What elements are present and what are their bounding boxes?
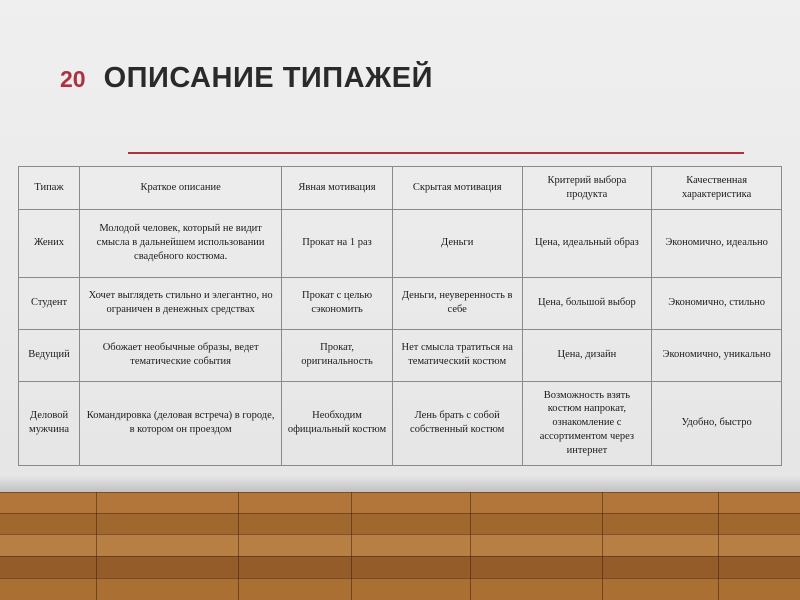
table-row (19, 329, 782, 381)
table-cell: Лень брать с собой собственный костюм (392, 381, 522, 465)
table-cell: Прокат с целью сэкономить (282, 277, 393, 329)
table-cell: Хочет выглядеть стильно и элегантно, но ограничен в денежных средствах (80, 277, 282, 329)
table-header-cell: Критерий выбора продукта (522, 167, 652, 210)
floor-plank (0, 578, 800, 600)
slide-header (60, 62, 433, 95)
table-row (19, 277, 782, 329)
table-header-cell: Краткое описание (80, 167, 282, 210)
table-row (19, 209, 782, 277)
table-cell: Молодой человек, который не видит смысла в дальнейшем использовании свадебного костюма. (80, 209, 282, 277)
table-cell: Деловой мужчина (19, 381, 80, 465)
table-header-cell: Явная мотивация (282, 167, 393, 210)
table-cell: Цена, идеальный образ (522, 209, 652, 277)
slide-number: 20 (60, 66, 86, 92)
wooden-floor-decoration (0, 492, 800, 600)
table-cell: Экономично, идеально (652, 209, 782, 277)
table-cell: Обожает необычные образы, ведет тематические события (80, 329, 282, 381)
table-cell: Возможность взять костюм напрокат, ознакомление с ассортиментом через интернет (522, 381, 652, 465)
floor-seam (351, 492, 352, 600)
table-cell: Ведущий (19, 329, 80, 381)
table-cell: Необходим официальный костюм (282, 381, 393, 465)
types-table (18, 166, 782, 466)
table-cell: Экономично, уникально (652, 329, 782, 381)
types-table-container (18, 166, 782, 466)
wall-floor-shadow (0, 476, 800, 492)
floor-plank (0, 556, 800, 578)
page-title: ОПИСАНИЕ ТИПАЖЕЙ (103, 62, 433, 94)
table-cell: Экономично, стильно (652, 277, 782, 329)
table-cell: Деньги (392, 209, 522, 277)
floor-seam (96, 492, 97, 600)
table-header-row (19, 167, 782, 210)
floor-seam (470, 492, 471, 600)
title-underline-rule (128, 152, 744, 154)
table-header (19, 167, 782, 210)
table-row (19, 381, 782, 465)
table-cell: Командировка (деловая встреча) в городе, в котором он проездом (80, 381, 282, 465)
table-cell: Прокат на 1 раз (282, 209, 393, 277)
table-header-cell: Качественная характеристика (652, 167, 782, 210)
table-cell: Жених (19, 209, 80, 277)
table-header-cell: Скрытая мотивация (392, 167, 522, 210)
floor-seam (238, 492, 239, 600)
floor-plank (0, 534, 800, 556)
table-cell: Цена, большой выбор (522, 277, 652, 329)
table-cell: Нет смысла тратиться на тематический костюм (392, 329, 522, 381)
floor-seam (602, 492, 603, 600)
table-cell: Деньги, неуверенность в себе (392, 277, 522, 329)
table-cell: Цена, дизайн (522, 329, 652, 381)
table-cell: Удобно, быстро (652, 381, 782, 465)
table-cell: Прокат, оригинальность (282, 329, 393, 381)
table-body (19, 209, 782, 465)
floor-plank (0, 492, 800, 513)
floor-seam (718, 492, 719, 600)
table-cell: Студент (19, 277, 80, 329)
table-header-cell: Типаж (19, 167, 80, 210)
floor-plank (0, 513, 800, 534)
